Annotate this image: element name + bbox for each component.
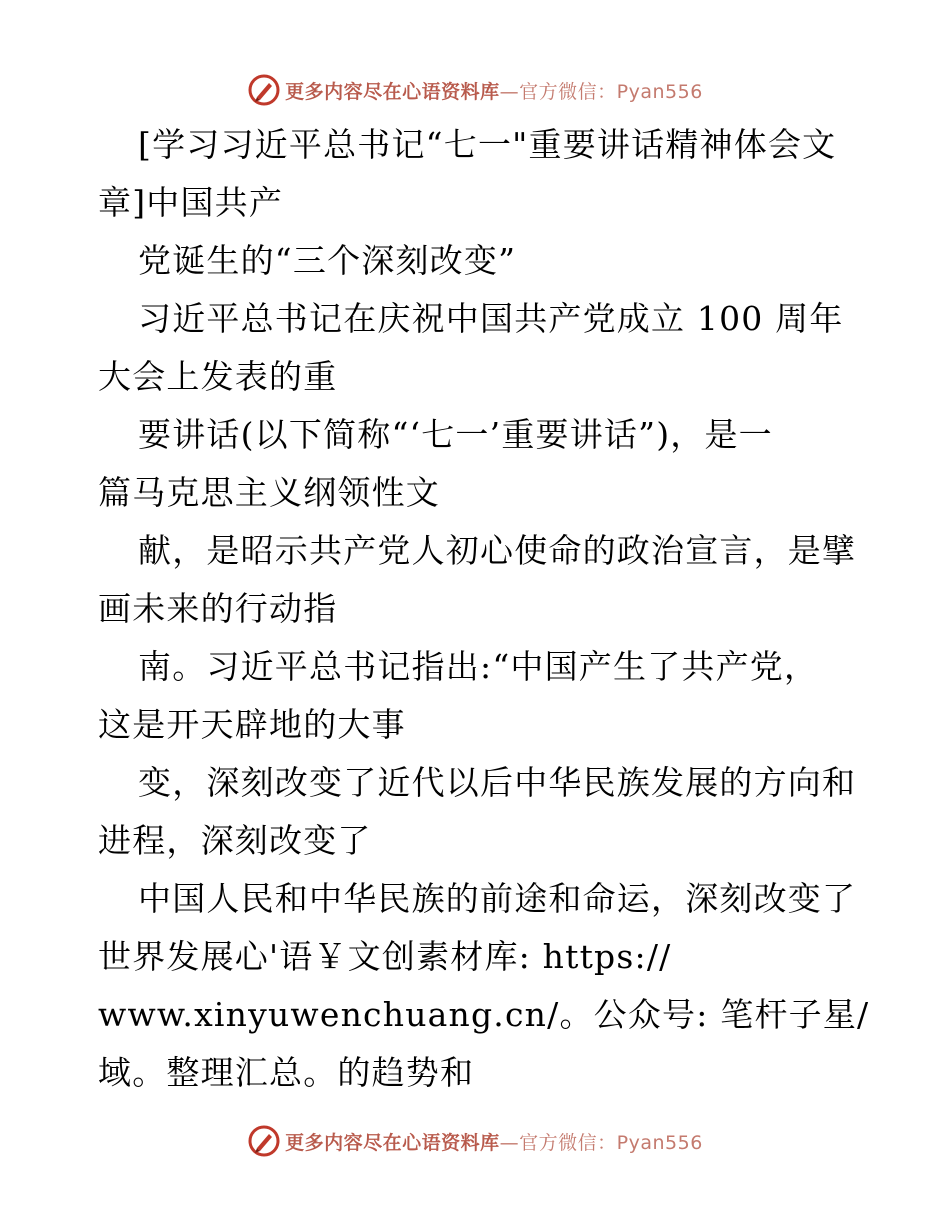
document-line: [学习习近平总书记“七一"重要讲话精神体会文 — [138, 125, 837, 164]
footer-separator: — — [499, 1131, 520, 1154]
pen-logo-icon — [247, 73, 281, 107]
header-contact: 官方微信：Pyan556 — [519, 80, 703, 103]
pen-logo-icon — [247, 1124, 281, 1158]
footer-banner-text — [285, 1128, 703, 1155]
header-brand: 更多内容尽在心语资料库 — [285, 80, 500, 103]
document-line: 变，深刻改变了近代以后中华民族发展的方向和 — [138, 763, 857, 802]
document-body — [98, 116, 870, 1102]
document-line: 南。习近平总书记指出:“中国产生了共产党， — [138, 647, 819, 686]
document-line: 中国人民和中华民族的前途和命运，深刻改变了 — [138, 879, 857, 918]
document-line: 党诞生的“三个深刻改变” — [138, 241, 517, 280]
document-line: 这是开天辟地的大事 — [98, 705, 406, 744]
document-line: 篇马克思主义纲领性文 — [98, 473, 440, 512]
footer-brand: 更多内容尽在心语资料库 — [285, 1131, 500, 1154]
header-separator: — — [499, 80, 520, 103]
document-line: 进程，深刻改变了 — [98, 821, 372, 860]
document-line: www.xinyuwenchuang.cn/。公众号: 笔杆子星/ — [98, 995, 870, 1034]
document-line: 习近平总书记在庆祝中国共产党成立 100 周年 — [138, 299, 844, 338]
footer-contact: 官方微信：Pyan556 — [519, 1131, 703, 1154]
document-line: 世界发展心'语￥文创素材库: https:// — [98, 937, 672, 976]
document-line: 献，是昭示共产党人初心使命的政治宣言，是擘 — [138, 531, 857, 570]
header-banner-text — [285, 77, 703, 104]
document-line: 大会上发表的重 — [98, 357, 338, 396]
document-line: 章]中国共产 — [98, 183, 284, 222]
header-banner — [0, 70, 950, 110]
document-line: 画未来的行动指 — [98, 589, 338, 628]
footer-banner — [0, 1121, 950, 1161]
document-line: 域。整理汇总。的趋势和 — [98, 1053, 475, 1092]
document-line: 要讲话(以下简称“‘七一’重要讲话”)，是一 — [138, 415, 773, 454]
